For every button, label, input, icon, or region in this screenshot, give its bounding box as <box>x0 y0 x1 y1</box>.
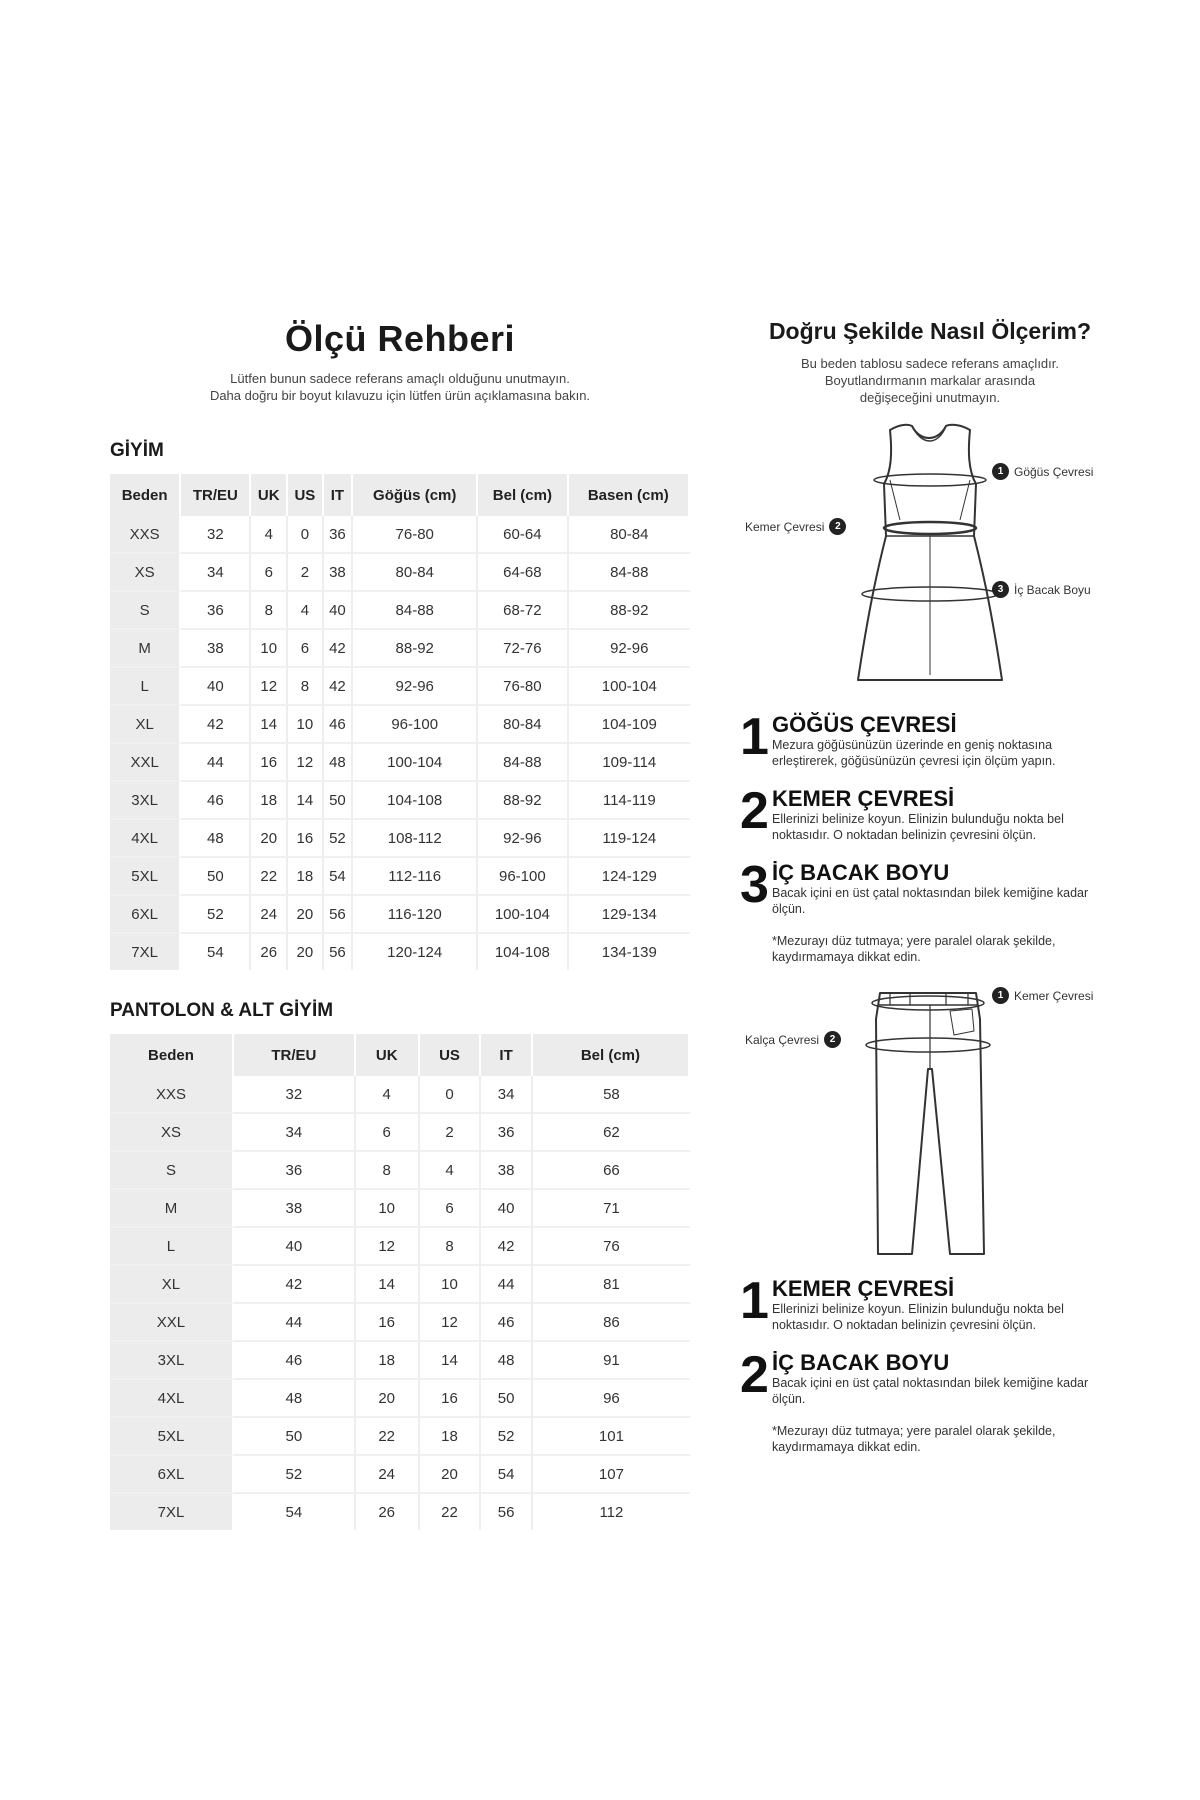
table-cell: 104-108 <box>353 782 478 820</box>
table-cell: 16 <box>288 820 324 858</box>
table-cell: 52 <box>481 1418 532 1456</box>
table-cell: 22 <box>420 1494 482 1530</box>
size-label-cell: 6XL <box>110 896 181 934</box>
table-cell: 91 <box>533 1342 690 1380</box>
giyim-size-table <box>110 474 690 970</box>
table-cell: 112 <box>599 1503 624 1521</box>
size-label-cell: XS <box>110 554 181 592</box>
column-header: UK <box>356 1034 420 1076</box>
column-header: Göğüs (cm) <box>353 474 478 516</box>
table-cell: 92-96 <box>478 820 568 858</box>
table-cell: 20 <box>288 896 324 934</box>
table-row <box>110 1076 690 1114</box>
table-cell: 100-104 <box>569 668 690 706</box>
table-cell: 54 <box>234 1494 356 1530</box>
size-label-cell: M <box>110 1190 234 1228</box>
table-cell: 46 <box>234 1342 356 1380</box>
table-cell: 38 <box>481 1152 532 1190</box>
table-row <box>110 820 690 858</box>
pants-steps <box>740 1272 1120 1407</box>
table-cell: 6 <box>356 1114 420 1152</box>
measure-step <box>740 708 1120 769</box>
table-cell: 0 <box>420 1076 482 1114</box>
table-cell: 96-100 <box>353 706 478 744</box>
inseam-label <box>992 581 1091 598</box>
chest-label-text: Göğüs Çevresi <box>1014 464 1094 479</box>
table-cell: 44 <box>481 1266 532 1304</box>
step-description: Bacak içini en üst çatal noktasından bilek kemiğine kadar ölçün. <box>772 1376 1089 1406</box>
table-cell: 46 <box>181 782 251 820</box>
table-cell: 6 <box>420 1190 482 1228</box>
table-row <box>110 1380 690 1418</box>
table-cell: 56 <box>324 934 354 970</box>
table-cell: 44 <box>181 744 251 782</box>
table-cell: 42 <box>234 1266 356 1304</box>
table-cell: 18 <box>288 858 324 896</box>
table-cell: 4 <box>288 592 324 630</box>
table-cell: 92-96 <box>353 668 478 706</box>
table-cell: 6 <box>251 554 288 592</box>
table-row <box>110 706 690 744</box>
table-cell: 10 <box>420 1266 482 1304</box>
table-cell: 32 <box>181 516 251 554</box>
column-header: Beden <box>110 474 181 516</box>
column-header: Basen (cm) <box>569 474 690 516</box>
table-cell: 36 <box>181 592 251 630</box>
size-label-cell: XXS <box>110 516 181 554</box>
table-cell: 129-134 <box>569 896 690 934</box>
table-cell: 100-104 <box>478 896 568 934</box>
table-cell: 48 <box>324 744 354 782</box>
measure-step <box>740 782 1120 843</box>
column-header: US <box>288 474 324 516</box>
table-cell: 38 <box>234 1190 356 1228</box>
table-cell: 71 <box>533 1190 690 1228</box>
table-row <box>110 1190 690 1228</box>
measure-step <box>740 856 1120 917</box>
table-cell: 8 <box>420 1228 482 1266</box>
pants-note: *Mezurayı düz tutmaya; yere paralel olarak şekilde, kaydırmamaya dikkat edin. <box>772 1424 1056 1454</box>
table-cell: 20 <box>251 820 288 858</box>
table-cell: 80-84 <box>353 554 478 592</box>
table-cell: 14 <box>251 706 288 744</box>
table-cell: 6 <box>288 630 324 668</box>
table-cell: 18 <box>356 1342 420 1380</box>
size-label-cell: M <box>110 630 181 668</box>
table-cell: 22 <box>356 1418 420 1456</box>
subtitle-line: Lütfen bunun sadece referans amaçlı olduğunu unutmayın. <box>230 371 570 386</box>
pants-hip-label <box>745 1031 841 1048</box>
table-cell: 120-124 <box>353 934 478 970</box>
how-to-title: Doğru Şekilde Nasıl Ölçerim? <box>768 318 1092 344</box>
size-label-cell: 3XL <box>110 782 181 820</box>
pants-waist-label-text: Kemer Çevresi <box>1014 988 1094 1003</box>
table-cell: 107 <box>533 1456 690 1494</box>
size-label-cell: 4XL <box>110 820 181 858</box>
page-subtitle <box>110 370 690 404</box>
table-cell: 34 <box>181 554 251 592</box>
table-cell: 4 <box>251 516 288 554</box>
step-description: Ellerinizi belinize koyun. Elinizin bulunduğu nokta bel noktasıdır. O noktadan belinizin çevresini ölçün. <box>772 1302 1064 1332</box>
dress-figure <box>740 420 1120 695</box>
step-heading: İÇ BACAK BOYU <box>772 860 950 885</box>
table-cell: 38 <box>324 554 354 592</box>
table-cell: 12 <box>356 1228 420 1266</box>
table-cell: 96 <box>533 1380 690 1418</box>
table-cell: 12 <box>420 1304 482 1342</box>
table-cell: 14 <box>288 782 324 820</box>
table-cell: 40 <box>234 1228 356 1266</box>
table-cell: 50 <box>181 858 251 896</box>
table-cell: 42 <box>324 630 354 668</box>
table-cell: 8 <box>356 1152 420 1190</box>
step-body <box>772 1277 1120 1333</box>
table-row <box>110 896 690 934</box>
table-cell: 50 <box>324 782 354 820</box>
size-guide-column <box>110 318 690 1530</box>
table-cell: 76-80 <box>353 516 478 554</box>
table-cell: 42 <box>181 706 251 744</box>
table-cell: 48 <box>481 1342 532 1380</box>
table-cell: 12 <box>251 668 288 706</box>
subtitle-line: Daha doğru bir boyut kılavuzu için lütfen ürün açıklamasına bakın. <box>209 388 591 403</box>
table-cell: 36 <box>234 1152 356 1190</box>
table-row <box>110 668 690 706</box>
table-cell: 50 <box>234 1418 356 1456</box>
table-cell: 8 <box>288 668 324 706</box>
table-cell: 64-68 <box>478 554 568 592</box>
step-description: Mezura göğüsünüzün üzerinde en geniş noktasına erleştirerek, göğüsünüzün çevresi için ölçüm yapın. <box>772 738 1056 768</box>
subtitle-line: Bu beden tablosu sadece referans amaçlıdır. <box>801 356 1059 371</box>
table-row <box>110 1266 690 1304</box>
step-heading: GÖĞÜS ÇEVRESİ <box>772 712 957 737</box>
table-row <box>110 934 690 970</box>
table-cell: 20 <box>356 1380 420 1418</box>
table-cell: 76 <box>533 1228 690 1266</box>
table-cell: 44 <box>234 1304 356 1342</box>
table-cell: 101 <box>533 1418 690 1456</box>
table-cell: 88-92 <box>478 782 568 820</box>
table-cell: 46 <box>481 1304 532 1342</box>
size-label-cell: XL <box>110 1266 234 1304</box>
table-cell: 34 <box>481 1076 532 1114</box>
table-row <box>110 592 690 630</box>
table-cell: 36 <box>324 516 354 554</box>
table-row <box>110 630 690 668</box>
table-cell: 18 <box>420 1418 482 1456</box>
table-cell: 16 <box>420 1380 482 1418</box>
table-cell: 58 <box>533 1076 690 1114</box>
table-cell: 112-116 <box>353 858 478 896</box>
table-cell: 84-88 <box>478 744 568 782</box>
table-cell: 38 <box>181 630 251 668</box>
table-body <box>110 516 690 970</box>
table-cell: 76-80 <box>478 668 568 706</box>
table-row <box>110 516 690 554</box>
table-cell: 34 <box>234 1114 356 1152</box>
number-badge: 2 <box>824 1031 841 1048</box>
size-label-cell: 5XL <box>110 858 181 896</box>
table-cell: 108-112 <box>353 820 478 858</box>
table-cell: 96-100 <box>478 858 568 896</box>
table-row <box>110 1228 690 1266</box>
subtitle-line: Boyutlandırmanın markalar arasında <box>824 373 1036 388</box>
table-cell: 124-129 <box>569 858 690 896</box>
page-title: Ölçü Rehberi <box>284 318 516 359</box>
pantolon-size-table <box>110 1034 690 1530</box>
table-cell: 81 <box>533 1266 690 1304</box>
table-cell: 52 <box>181 896 251 934</box>
step-body <box>772 861 1120 917</box>
table-cell: 2 <box>288 554 324 592</box>
table-cell: 8 <box>251 592 288 630</box>
column-header: TR/EU <box>234 1034 356 1076</box>
table-cell: 114-119 <box>569 782 690 820</box>
column-header: Bel (cm) <box>533 1034 690 1076</box>
table-cell: 134-139 <box>601 943 657 961</box>
table-cell: 14 <box>420 1342 482 1380</box>
measure-step <box>740 1346 1120 1407</box>
step-number: 1 <box>740 1272 769 1330</box>
step-number: 1 <box>740 708 769 766</box>
table-cell: 42 <box>324 668 354 706</box>
step-heading: KEMER ÇEVRESİ <box>772 786 955 811</box>
table-cell: 32 <box>234 1076 356 1114</box>
number-badge: 3 <box>992 581 1009 598</box>
table-cell: 104-108 <box>478 934 568 970</box>
table-cell: 54 <box>324 858 354 896</box>
step-body <box>772 1351 1120 1407</box>
column-header: TR/EU <box>181 474 251 516</box>
step-heading: KEMER ÇEVRESİ <box>772 1276 955 1301</box>
size-label-cell: 3XL <box>110 1342 234 1380</box>
table-row <box>110 554 690 592</box>
table-cell: 56 <box>324 896 354 934</box>
size-label-cell: L <box>110 1228 234 1266</box>
table-cell: 24 <box>251 896 288 934</box>
table-cell: 88-92 <box>353 630 478 668</box>
step-description: Bacak içini en üst çatal noktasından bilek kemiğine kadar ölçün. <box>772 886 1089 916</box>
table-row <box>110 744 690 782</box>
table-cell: 84-88 <box>353 592 478 630</box>
table-cell: 62 <box>533 1114 690 1152</box>
table-cell: 86 <box>533 1304 690 1342</box>
table-cell: 80-84 <box>478 706 568 744</box>
table-cell: 4 <box>420 1152 482 1190</box>
table-row <box>110 858 690 896</box>
size-label-cell: XXL <box>110 744 181 782</box>
table-cell: 18 <box>251 782 288 820</box>
chest-label <box>992 463 1093 480</box>
table-body <box>110 1076 690 1530</box>
table-cell: 20 <box>288 934 324 970</box>
table-cell: 10 <box>251 630 288 668</box>
table-cell: 2 <box>420 1114 482 1152</box>
size-label-cell: L <box>110 668 181 706</box>
number-badge: 1 <box>992 987 1009 1004</box>
pants-illustration <box>740 979 1120 1259</box>
table-cell: 10 <box>288 706 324 744</box>
table-cell: 48 <box>234 1380 356 1418</box>
table-cell: 48 <box>181 820 251 858</box>
step-heading: İÇ BACAK BOYU <box>772 1350 950 1375</box>
table-cell: 24 <box>356 1456 420 1494</box>
table-cell: 0 <box>288 516 324 554</box>
column-header: UK <box>251 474 288 516</box>
waist-label <box>745 518 846 535</box>
table-cell: 72-76 <box>478 630 568 668</box>
table-cell: 80-84 <box>569 516 690 554</box>
table-row <box>110 1342 690 1380</box>
step-body <box>772 787 1120 843</box>
table-row <box>110 782 690 820</box>
table-cell: 14 <box>356 1266 420 1304</box>
table-cell: 16 <box>356 1304 420 1342</box>
how-to-measure-column <box>740 318 1120 1455</box>
size-label-cell: XXL <box>110 1304 234 1342</box>
table-cell: 116-120 <box>353 896 478 934</box>
table-row <box>110 1114 690 1152</box>
inseam-label-text: İç Bacak Boyu <box>1014 582 1091 597</box>
table-row <box>110 1418 690 1456</box>
table-cell: 104-109 <box>569 706 690 744</box>
table-cell: 40 <box>481 1190 532 1228</box>
size-label-cell: XXS <box>110 1076 234 1114</box>
pants-figure <box>740 979 1120 1259</box>
table-cell: 52 <box>234 1456 356 1494</box>
pantolon-section-title: PANTOLON & ALT GİYİM <box>110 1000 334 1021</box>
table-cell: 60-64 <box>478 516 568 554</box>
table-cell: 84-88 <box>569 554 690 592</box>
table-cell: 56 <box>481 1494 532 1530</box>
size-label-cell: 5XL <box>110 1418 234 1456</box>
step-number: 2 <box>740 1346 769 1404</box>
table-row <box>110 1304 690 1342</box>
table-cell: 10 <box>356 1190 420 1228</box>
column-header: IT <box>481 1034 532 1076</box>
number-badge: 2 <box>829 518 846 535</box>
size-label-cell: 7XL <box>110 934 181 970</box>
column-header: Beden <box>110 1034 234 1076</box>
size-label-cell: 6XL <box>110 1456 234 1494</box>
table-cell: 22 <box>251 858 288 896</box>
dress-steps <box>740 708 1120 917</box>
column-header: Bel (cm) <box>478 474 568 516</box>
size-label-cell: XS <box>110 1114 234 1152</box>
table-cell: 54 <box>481 1456 532 1494</box>
table-row <box>110 1456 690 1494</box>
size-label-cell: S <box>110 592 181 630</box>
table-cell: 40 <box>324 592 354 630</box>
table-header-row <box>110 474 690 516</box>
table-row <box>110 1152 690 1190</box>
how-to-subtitle <box>740 355 1120 406</box>
table-cell: 50 <box>481 1380 532 1418</box>
step-description: Ellerinizi belinize koyun. Elinizin bulunduğu nokta bel noktasıdır. O noktadan belinizin çevresini ölçün. <box>772 812 1064 842</box>
table-cell: 4 <box>356 1076 420 1114</box>
table-header-row <box>110 1034 690 1076</box>
table-cell: 46 <box>324 706 354 744</box>
table-row <box>110 1494 690 1530</box>
number-badge: 1 <box>992 463 1009 480</box>
table-cell: 52 <box>324 820 354 858</box>
dress-note: *Mezurayı düz tutmaya; yere paralel olarak şekilde, kaydırmamaya dikkat edin. <box>772 934 1056 964</box>
giyim-section-title: GİYİM <box>110 440 164 461</box>
table-cell: 66 <box>533 1152 690 1190</box>
pants-waist-label <box>992 987 1093 1004</box>
column-header: US <box>420 1034 482 1076</box>
step-number: 3 <box>740 856 769 914</box>
table-cell: 109-114 <box>569 744 690 782</box>
dress-illustration <box>740 420 1120 695</box>
pants-hip-label-text: Kalça Çevresi <box>745 1032 820 1047</box>
subtitle-line: değişeceğini unutmayın. <box>859 390 1001 405</box>
table-cell: 119-124 <box>569 820 690 858</box>
step-number: 2 <box>740 782 769 840</box>
table-cell: 68-72 <box>478 592 568 630</box>
size-label-cell: 7XL <box>110 1494 234 1530</box>
table-cell: 26 <box>356 1494 420 1530</box>
table-cell: 20 <box>420 1456 482 1494</box>
table-cell: 88-92 <box>569 592 690 630</box>
table-cell: 12 <box>288 744 324 782</box>
size-label-cell: S <box>110 1152 234 1190</box>
waist-label-text: Kemer Çevresi <box>745 519 825 534</box>
table-cell: 40 <box>181 668 251 706</box>
table-cell: 54 <box>181 934 251 970</box>
table-cell: 92-96 <box>569 630 690 668</box>
table-cell: 36 <box>481 1114 532 1152</box>
step-body <box>772 713 1120 769</box>
measure-step <box>740 1272 1120 1333</box>
size-label-cell: 4XL <box>110 1380 234 1418</box>
size-label-cell: XL <box>110 706 181 744</box>
column-header: IT <box>324 474 354 516</box>
table-cell: 42 <box>481 1228 532 1266</box>
table-cell: 16 <box>251 744 288 782</box>
table-cell: 26 <box>251 934 288 970</box>
table-cell: 100-104 <box>353 744 478 782</box>
